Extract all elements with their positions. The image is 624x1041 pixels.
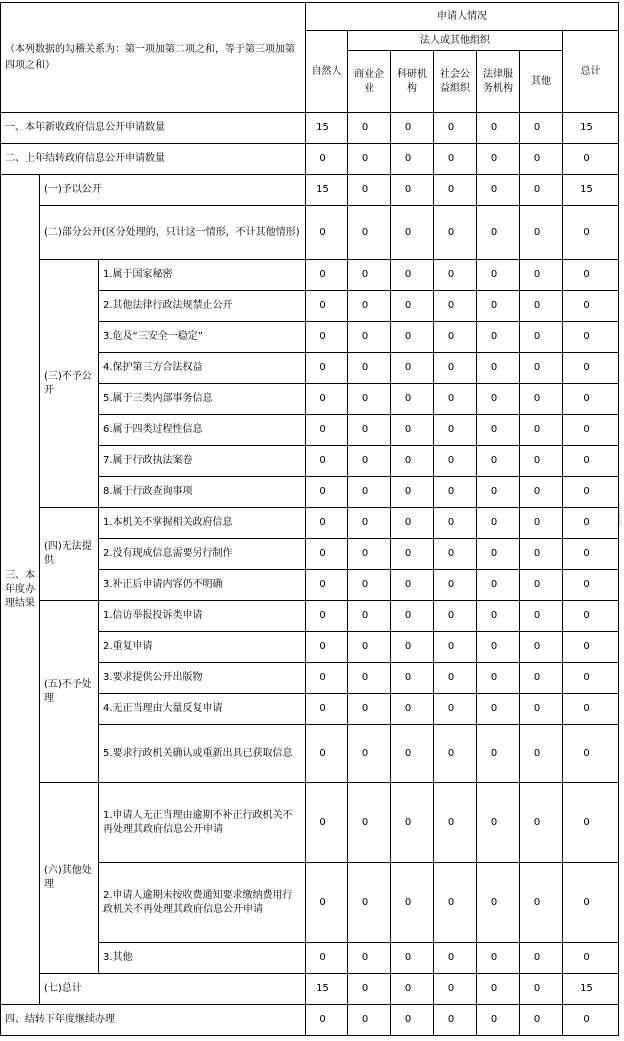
cell-value: 0 xyxy=(563,783,619,863)
cell-value: 0 xyxy=(520,260,563,291)
cell-value: 0 xyxy=(306,725,348,783)
cell-value: 0 xyxy=(434,322,477,353)
cell-value: 0 xyxy=(306,446,348,477)
cell-value: 0 xyxy=(306,1005,348,1036)
cell-value: 0 xyxy=(563,415,619,446)
cell-value: 0 xyxy=(477,415,520,446)
cell-value: 0 xyxy=(520,384,563,415)
page-edge-marker xyxy=(619,503,624,525)
table-row xyxy=(1,260,619,291)
cell-value: 0 xyxy=(520,974,563,1005)
cell-value: 0 xyxy=(306,863,348,943)
cell-value: 0 xyxy=(348,477,391,508)
row-label: 4.无正当理由大量反复申请 xyxy=(99,694,306,725)
cell-value: 0 xyxy=(434,1005,477,1036)
row-label: 3.其他 xyxy=(99,943,306,974)
cell-value: 0 xyxy=(348,113,391,144)
cell-value: 0 xyxy=(434,113,477,144)
table-row xyxy=(1,113,619,144)
row-label: 1.信访举报投诉类申请 xyxy=(99,601,306,632)
cell-value: 0 xyxy=(391,601,434,632)
cell-value: 0 xyxy=(520,1005,563,1036)
row-label: 2.没有现成信息需要另行制作 xyxy=(99,539,306,570)
cell-value: 0 xyxy=(563,943,619,974)
cell-value: 0 xyxy=(520,943,563,974)
cell-value: 0 xyxy=(348,206,391,260)
cell-value: 0 xyxy=(306,783,348,863)
cell-value: 0 xyxy=(348,974,391,1005)
cell-value: 0 xyxy=(348,291,391,322)
row-label: 2.其他法律行政法规禁止公开 xyxy=(99,291,306,322)
group-cannot-provide: (四)无法提供 xyxy=(40,508,99,601)
cell-value: 0 xyxy=(391,446,434,477)
legal-person-group-header: 法人或其他组织 xyxy=(348,31,563,51)
cell-value: 0 xyxy=(434,384,477,415)
row-label: 四、结转下年度继续办理 xyxy=(1,1005,306,1036)
table-row xyxy=(1,601,619,632)
cell-value: 0 xyxy=(306,943,348,974)
cell-value: 0 xyxy=(563,291,619,322)
cell-value: 0 xyxy=(391,863,434,943)
cell-value: 0 xyxy=(348,725,391,783)
cell-value: 0 xyxy=(348,943,391,974)
cell-value: 0 xyxy=(348,632,391,663)
cell-value: 0 xyxy=(477,353,520,384)
cell-value: 0 xyxy=(306,291,348,322)
cell-value: 15 xyxy=(306,175,348,206)
cell-value: 0 xyxy=(306,384,348,415)
cell-value: 0 xyxy=(434,725,477,783)
cell-value: 0 xyxy=(563,384,619,415)
col-other: 其他 xyxy=(520,51,563,113)
cell-value: 0 xyxy=(391,353,434,384)
cell-value: 0 xyxy=(306,570,348,601)
cell-value: 0 xyxy=(391,113,434,144)
cell-value: 0 xyxy=(563,632,619,663)
cell-value: 0 xyxy=(391,477,434,508)
cell-value: 0 xyxy=(434,144,477,175)
cell-value: 0 xyxy=(520,415,563,446)
cell-value: 0 xyxy=(348,570,391,601)
cell-value: 0 xyxy=(391,694,434,725)
row-label: 1.属于国家秘密 xyxy=(99,260,306,291)
cell-value: 0 xyxy=(477,1005,520,1036)
cell-value: 0 xyxy=(477,663,520,694)
cell-value: 0 xyxy=(348,694,391,725)
cell-value: 0 xyxy=(348,783,391,863)
row-label: 6.属于四类过程性信息 xyxy=(99,415,306,446)
cell-value: 0 xyxy=(434,663,477,694)
cell-value: 0 xyxy=(520,477,563,508)
row-label: 2.申请人逾期未按收费通知要求缴纳费用行政机关不再处理其政府信息公开申请 xyxy=(99,863,306,943)
cell-value: 0 xyxy=(391,570,434,601)
cell-value: 0 xyxy=(563,260,619,291)
cell-value: 0 xyxy=(434,260,477,291)
cell-value: 0 xyxy=(391,1005,434,1036)
col-natural-person: 自然人 xyxy=(306,31,348,113)
cell-value: 0 xyxy=(306,508,348,539)
table-row xyxy=(1,783,619,863)
row-label: 7.属于行政执法案卷 xyxy=(99,446,306,477)
cell-value: 0 xyxy=(477,477,520,508)
cell-value: 0 xyxy=(520,175,563,206)
cell-value: 0 xyxy=(520,113,563,144)
cell-value: 0 xyxy=(391,663,434,694)
cell-value: 0 xyxy=(391,291,434,322)
cell-value: 0 xyxy=(306,353,348,384)
row-label: 8.属于行政查询事项 xyxy=(99,477,306,508)
cell-value: 0 xyxy=(306,206,348,260)
cell-value: 0 xyxy=(520,663,563,694)
cell-value: 0 xyxy=(434,175,477,206)
cell-value: 0 xyxy=(520,601,563,632)
group-section3: 三、本年度办理结果 xyxy=(1,175,40,1005)
cell-value: 0 xyxy=(306,694,348,725)
cell-value: 0 xyxy=(306,601,348,632)
row-label: 2.重复申请 xyxy=(99,632,306,663)
cell-value: 0 xyxy=(348,144,391,175)
cell-value: 0 xyxy=(306,144,348,175)
col-commercial-enterprise: 商业企业 xyxy=(348,51,391,113)
cell-value: 0 xyxy=(520,694,563,725)
cell-value: 15 xyxy=(306,974,348,1005)
cell-value: 0 xyxy=(306,663,348,694)
cell-value: 0 xyxy=(306,260,348,291)
cell-value: 0 xyxy=(391,384,434,415)
cell-value: 0 xyxy=(434,783,477,863)
cell-value: 0 xyxy=(434,539,477,570)
cell-value: 0 xyxy=(520,570,563,601)
cell-value: 15 xyxy=(563,175,619,206)
cell-value: 0 xyxy=(391,943,434,974)
cell-value: 0 xyxy=(306,632,348,663)
cell-value: 0 xyxy=(348,175,391,206)
cell-value: 0 xyxy=(434,570,477,601)
cell-value: 0 xyxy=(348,260,391,291)
cell-value: 0 xyxy=(348,384,391,415)
cell-value: 0 xyxy=(391,144,434,175)
cell-value: 0 xyxy=(306,477,348,508)
row-label: 4.保护第三方合法权益 xyxy=(99,353,306,384)
cell-value: 0 xyxy=(477,974,520,1005)
cell-value: 0 xyxy=(477,322,520,353)
cell-value: 0 xyxy=(477,260,520,291)
row-label: 3.补正后申请内容仍不明确 xyxy=(99,570,306,601)
cell-value: 0 xyxy=(477,144,520,175)
cell-value: 0 xyxy=(391,260,434,291)
cell-value: 0 xyxy=(520,863,563,943)
cell-value: 0 xyxy=(477,943,520,974)
cell-value: 15 xyxy=(563,974,619,1005)
col-public-welfare-org: 社会公益组织 xyxy=(434,51,477,113)
table-row xyxy=(1,1005,619,1036)
cell-value: 0 xyxy=(434,632,477,663)
cell-value: 0 xyxy=(563,570,619,601)
row-label: 1.申请人无正当理由逾期不补正行政机关不再处理其政府信息公开申请 xyxy=(99,783,306,863)
col-legal-service-org: 法律服务机构 xyxy=(477,51,520,113)
cell-value: 0 xyxy=(520,291,563,322)
cell-value: 0 xyxy=(563,725,619,783)
cell-value: 0 xyxy=(348,446,391,477)
group-not-processed: (五)不予处理 xyxy=(40,601,99,783)
cell-value: 0 xyxy=(391,322,434,353)
cell-value: 0 xyxy=(348,508,391,539)
cell-value: 0 xyxy=(520,539,563,570)
row-label: 一、本年新收政府信息公开申请数量 xyxy=(1,113,306,144)
cell-value: 0 xyxy=(563,694,619,725)
cell-value: 0 xyxy=(391,974,434,1005)
group-other-process: (六)其他处理 xyxy=(40,783,99,974)
cell-value: 0 xyxy=(520,508,563,539)
cell-value: 0 xyxy=(306,415,348,446)
cell-value: 0 xyxy=(563,353,619,384)
cell-value: 0 xyxy=(434,291,477,322)
cell-value: 0 xyxy=(477,175,520,206)
cell-value: 0 xyxy=(391,508,434,539)
cell-value: 0 xyxy=(477,783,520,863)
cell-value: 0 xyxy=(348,415,391,446)
cell-value: 0 xyxy=(563,477,619,508)
cell-value: 0 xyxy=(520,725,563,783)
cell-value: 0 xyxy=(477,570,520,601)
table-row xyxy=(1,508,619,539)
group-no-disclose: (三)不予公开 xyxy=(40,260,99,508)
cell-value: 0 xyxy=(348,353,391,384)
cell-value: 0 xyxy=(563,144,619,175)
row-label: (七)总计 xyxy=(40,974,306,1005)
cell-value: 0 xyxy=(477,601,520,632)
table-row xyxy=(1,974,619,1005)
cell-value: 0 xyxy=(434,943,477,974)
cell-value: 15 xyxy=(306,113,348,144)
table-row xyxy=(1,144,619,175)
cell-value: 0 xyxy=(520,446,563,477)
cell-value: 0 xyxy=(306,322,348,353)
cell-value: 0 xyxy=(391,783,434,863)
cell-value: 0 xyxy=(520,206,563,260)
header-note: （本列数据的勾稽关系为：第一项加第二项之和，等于第三项加第四项之和） xyxy=(1,3,306,113)
row-label: 1.本机关不掌握相关政府信息 xyxy=(99,508,306,539)
cell-value: 0 xyxy=(434,446,477,477)
applicant-situation-header: 申请人情况 xyxy=(306,3,619,31)
cell-value: 0 xyxy=(477,446,520,477)
cell-value: 0 xyxy=(434,508,477,539)
cell-value: 0 xyxy=(477,539,520,570)
cell-value: 0 xyxy=(563,508,619,539)
row-label: 二、上年结转政府信息公开申请数量 xyxy=(1,144,306,175)
row-label: 3.要求提供公开出版物 xyxy=(99,663,306,694)
cell-value: 0 xyxy=(391,415,434,446)
cell-value: 0 xyxy=(477,632,520,663)
cell-value: 0 xyxy=(348,863,391,943)
cell-value: 0 xyxy=(563,206,619,260)
cell-value: 0 xyxy=(563,539,619,570)
cell-value: 0 xyxy=(391,206,434,260)
cell-value: 0 xyxy=(306,539,348,570)
cell-value: 0 xyxy=(563,601,619,632)
cell-value: 0 xyxy=(563,1005,619,1036)
cell-value: 0 xyxy=(477,291,520,322)
cell-value: 0 xyxy=(520,353,563,384)
cell-value: 0 xyxy=(348,1005,391,1036)
cell-value: 0 xyxy=(477,508,520,539)
cell-value: 0 xyxy=(434,601,477,632)
row-label: 3.危及“三安全一稳定” xyxy=(99,322,306,353)
cell-value: 15 xyxy=(563,113,619,144)
cell-value: 0 xyxy=(520,632,563,663)
cell-value: 0 xyxy=(434,415,477,446)
row-label: (二)部分公开(区分处理的，只计这一情形，不计其他情形) xyxy=(40,206,306,260)
cell-value: 0 xyxy=(391,725,434,783)
cell-value: 0 xyxy=(477,725,520,783)
cell-value: 0 xyxy=(434,863,477,943)
row-label: 5.属于三类内部事务信息 xyxy=(99,384,306,415)
cell-value: 0 xyxy=(434,694,477,725)
cell-value: 0 xyxy=(520,322,563,353)
cell-value: 0 xyxy=(348,601,391,632)
cell-value: 0 xyxy=(391,539,434,570)
cell-value: 0 xyxy=(563,663,619,694)
col-total: 总计 xyxy=(563,31,619,113)
table-row xyxy=(1,206,619,260)
cell-value: 0 xyxy=(563,863,619,943)
cell-value: 0 xyxy=(520,144,563,175)
cell-value: 0 xyxy=(434,974,477,1005)
cell-value: 0 xyxy=(477,206,520,260)
cell-value: 0 xyxy=(520,783,563,863)
cell-value: 0 xyxy=(434,353,477,384)
cell-value: 0 xyxy=(563,446,619,477)
cell-value: 0 xyxy=(477,863,520,943)
cell-value: 0 xyxy=(434,477,477,508)
cell-value: 0 xyxy=(477,694,520,725)
table-row xyxy=(1,175,619,206)
cell-value: 0 xyxy=(563,322,619,353)
cell-value: 0 xyxy=(348,322,391,353)
cell-value: 0 xyxy=(391,632,434,663)
cell-value: 0 xyxy=(434,206,477,260)
disclosure-statistics-table xyxy=(0,2,619,1036)
cell-value: 0 xyxy=(477,384,520,415)
cell-value: 0 xyxy=(348,663,391,694)
row-label: 5.要求行政机关确认或重新出具已获取信息 xyxy=(99,725,306,783)
col-research-institution: 科研机构 xyxy=(391,51,434,113)
row-label: (一)予以公开 xyxy=(40,175,306,206)
cell-value: 0 xyxy=(348,539,391,570)
cell-value: 0 xyxy=(391,175,434,206)
cell-value: 0 xyxy=(477,113,520,144)
